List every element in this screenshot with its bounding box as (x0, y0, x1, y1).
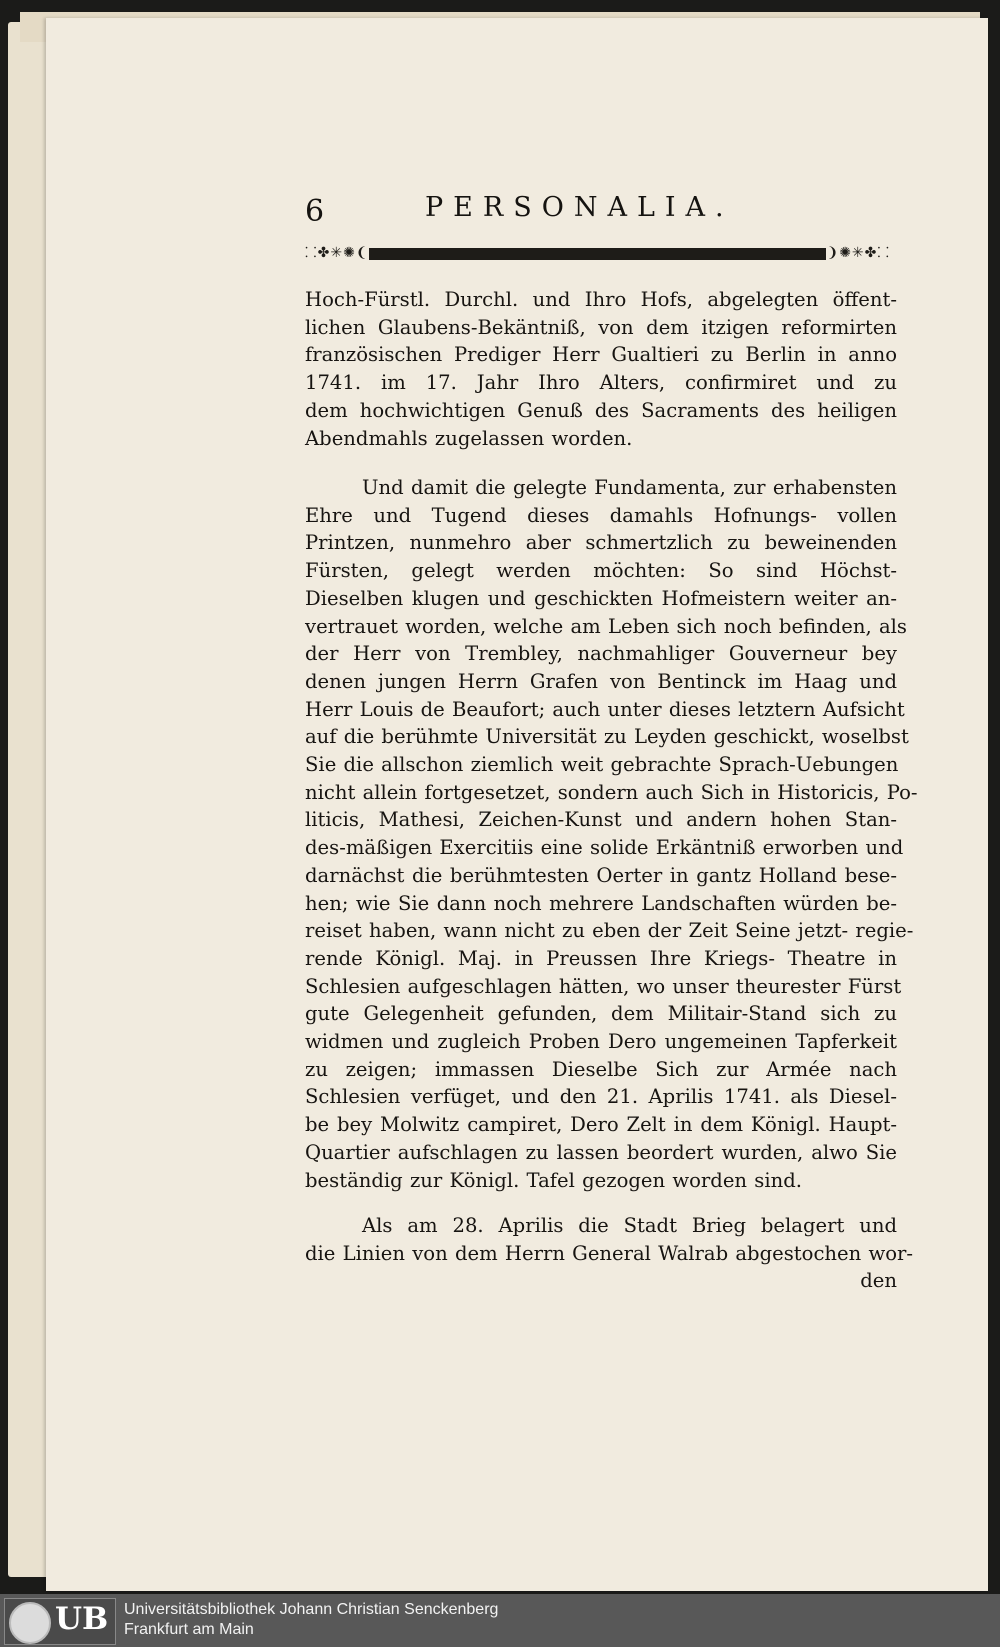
page-number: 6 (305, 194, 325, 229)
portrait-icon (9, 1602, 51, 1644)
ornament-bar (369, 248, 826, 260)
text-line: darnächst die berühmtesten Oerter in gantz Holland bese- (305, 863, 897, 887)
institution-line-1: Universitätsbibliothek Johann Christian Senckenberg (124, 1601, 499, 1618)
page-header (305, 192, 895, 232)
text-line: widmen und zugleich Proben Dero ungemeinen Tapferkeit (305, 1030, 897, 1054)
text-line: nicht allein fortgesetzet, sondern auch Sich in Historicis, Po- (305, 780, 918, 804)
text-line: lichen Glaubens-Bekäntniß, von dem itzigen reformirten (305, 315, 897, 339)
text-line: Dieselben klugen und geschickten Hofmeistern weiter an- (305, 586, 897, 610)
text-line: Printzen, nunmehro aber schmertzlich zu beweinenden (305, 531, 897, 555)
text-line: Schlesien aufgeschlagen hätten, wo unser theurester Fürst (305, 974, 902, 998)
text-line: zu zeigen; immassen Dieselbe Sich zur Armée nach (305, 1057, 897, 1081)
text-line: 1741. im 17. Jahr Ihro Alters, confirmiret und zu (305, 371, 897, 395)
text-line: der Herr von Trembley, nachmahliger Gouverneur bey (305, 642, 897, 666)
ub-logo[interactable] (4, 1598, 116, 1645)
text-line: reiset haben, wann nicht zu eben der Zeit Seine jetzt- regie- (305, 919, 914, 943)
text-line: Herr Louis de Beaufort; auch unter dieses letztern Aufsicht (305, 697, 905, 721)
institution-line-2: Frankfurt am Main (124, 1621, 254, 1638)
text-line: be bey Molwitz campiret, Dero Zelt in dem Königl. Haupt- (305, 1113, 897, 1137)
institution-name[interactable] (124, 1600, 498, 1640)
library-footer-bar (0, 1594, 1000, 1647)
text-line: des-mäßigen Exercitiis eine solide Erkäntniß erworben und (305, 836, 904, 860)
paragraph-2 (305, 474, 918, 1194)
text-line: französischen Prediger Herr Gualtieri zu Berlin in anno (305, 343, 897, 367)
text-line: Fürsten, gelegt werden möchten: So sind Höchst- (305, 559, 897, 583)
catchword: den (860, 1269, 897, 1293)
text-line: Schlesien verfüget, und den 21. Aprilis 1741. als Diesel- (305, 1085, 897, 1109)
text-line: Hoch-Fürstl. Durchl. und Ihro Hofs, abgelegten öffent- (305, 288, 897, 311)
ornamental-rule (305, 247, 890, 261)
text-line: rende Königl. Maj. in Preussen Ihre Kriegs- Theatre in (305, 946, 897, 970)
ornament-right-icon: ❩✺✳✤⸬ (826, 245, 890, 261)
text-line: die Linien von dem Herrn General Walrab abgestochen wor- (305, 1241, 914, 1265)
ub-logo-text: UB (55, 1601, 109, 1637)
paragraph-3 (305, 1212, 914, 1295)
ornament-left-icon: ⸬✤✳✺❨ (305, 245, 369, 261)
text-line: denen jungen Herrn Grafen von Bentinck im Haag und (305, 669, 897, 693)
text-line: vertrauet worden, welche am Leben sich noch befinden, als (305, 614, 907, 638)
text-line: liticis, Mathesi, Zeichen-Kunst und andern hohen Stan- (305, 808, 897, 832)
text-line: hen; wie Sie dann noch mehrere Landschaften würden be- (305, 891, 897, 915)
text-line: Quartier aufschlagen zu lassen beordert wurden, alwo Sie (305, 1140, 897, 1164)
text-line: Sie die allschon ziemlich weit gebrachte Sprach-Uebungen (305, 753, 899, 777)
text-line: dem hochwichtigen Genuß des Sacraments des heiligen (305, 398, 897, 422)
text-line: beständig zur Königl. Tafel gezogen worden sind. (305, 1168, 802, 1192)
text-line: Abendmahls zugelassen worden. (305, 426, 633, 450)
text-line: Als am 28. Aprilis die Stadt Brieg belagert und (362, 1214, 897, 1237)
running-title: PERSONALIA. (425, 192, 734, 223)
paragraph-1 (305, 286, 897, 452)
text-line: auf die berühmte Universität zu Leyden geschickt, woselbst (305, 725, 909, 749)
text-line: gute Gelegenheit gefunden, dem Militair-Stand sich zu (305, 1002, 897, 1026)
text-line: Ehre und Tugend dieses damahls Hofnungs- vollen (305, 503, 897, 527)
text-line: Und damit die gelegte Fundamenta, zur erhabensten (362, 476, 897, 499)
